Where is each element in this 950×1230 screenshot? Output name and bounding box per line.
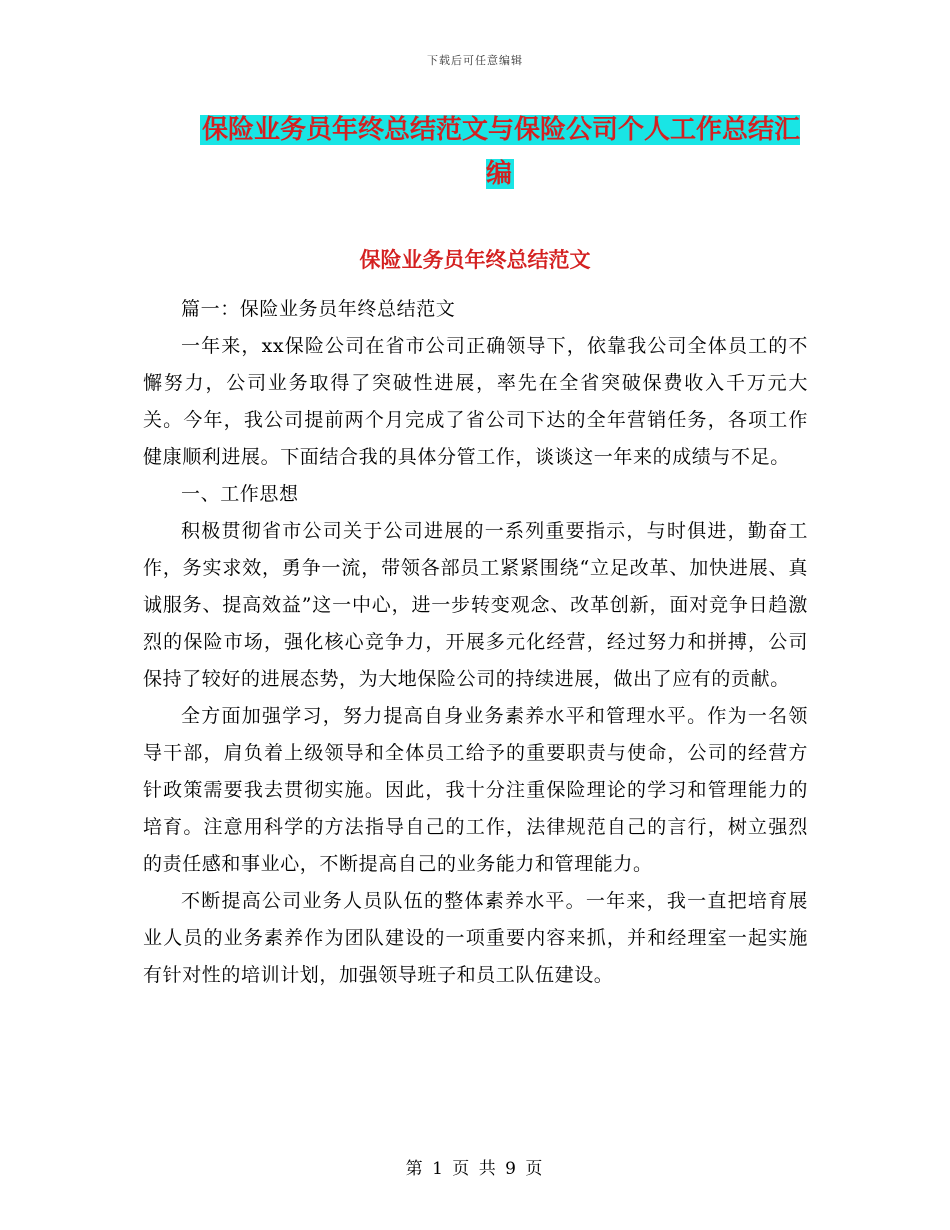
document-subtitle: 保险业务员年终总结范文: [359, 247, 591, 272]
document-title-text: 保险业务员年终总结范文与保险公司个人工作总结汇编: [201, 115, 800, 189]
paragraph: 一年来，xx保险公司在省市公司正确领导下，依靠我公司全体员工的不懈努力，公司业务取得了突破性进展，率先在全省突破保费收入千万元大关。今年，我公司提前两个月完成了省公司下达的全年营销任务，各项工作健康顺利进展。下面结合我的具体分管工作，谈谈这一年来的成绩与不足。: [143, 335, 808, 468]
document-title: [190, 108, 810, 196]
paragraph-heading-work-thought: 一、工作思想: [181, 483, 299, 505]
page-header-note: 下载后可任意编辑: [427, 54, 523, 67]
page-number-footer: 第 1 页 共 9 页: [405, 1159, 545, 1179]
document-body: [143, 291, 808, 994]
paragraph: 积极贯彻省市公司关于公司进展的一系列重要指示，与时俱进，勤奋工作，务实求效，勇争一流，带领各部员工紧紧围绕“立足改革、加快进展、真诚服务、提高效益”这一中心，进一步转变观念、改革创新，面对竞争日趋激烈的保险市场，强化核心竞争力，开展多元化经营，经过努力和拼搏，公司保持了较好的进展态势，为大地保险公司的持续进展，做出了应有的贡献。: [143, 520, 808, 690]
paragraph-section-heading: 篇一：保险业务员年终总结范文: [181, 298, 456, 320]
paragraph: 全方面加强学习，努力提高自身业务素养水平和管理水平。作为一名领导干部，肩负着上级领导和全体员工给予的重要职责与使命，公司的经营方针政策需要我去贯彻实施。因此，我十分注重保险理论的学习和管理能力的培育。注意用科学的方法指导自己的工作，法律规范自己的言行，树立强烈的责任感和事业心，不断提高自己的业务能力和管理能力。: [143, 705, 808, 875]
paragraph: 不断提高公司业务人员队伍的整体素养水平。一年来，我一直把培育展业人员的业务素养作为团队建设的一项重要内容来抓，并和经理室一起实施有针对性的培训计划，加强领导班子和员工队伍建设。: [143, 890, 808, 986]
